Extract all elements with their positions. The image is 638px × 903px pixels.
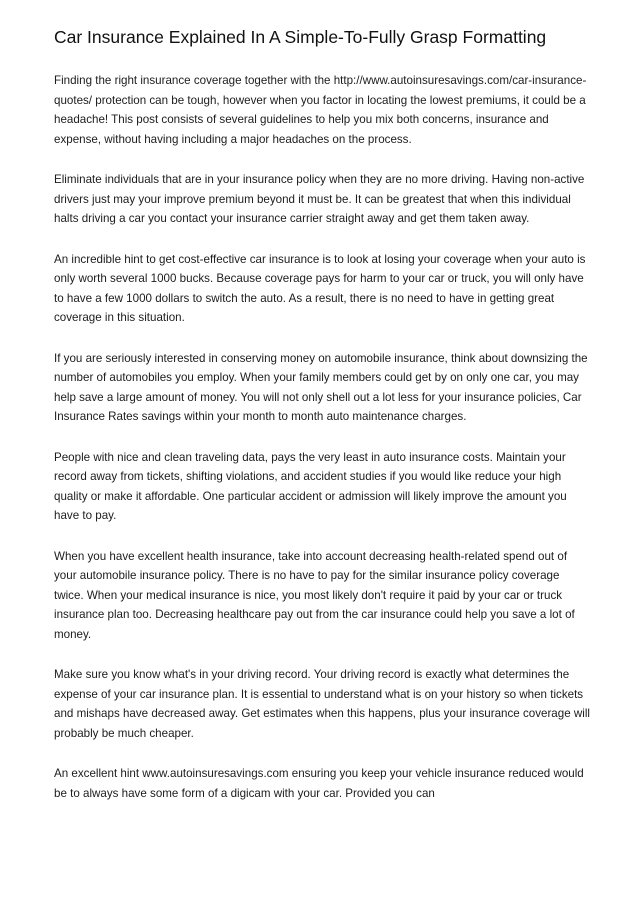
paragraph-4: If you are seriously interested in conserving money on automobile insurance, think about downsizing the number of automobiles you employ. When your family members could get by on only one car, you may help save a large amount of money. You will not only shell out a lot less for your insurance policies, Car Insurance Rates savings within your month to month auto maintenance charges. (54, 351, 588, 423)
paragraph-8: An excellent hint www.autoinsuresavings.com ensuring you keep your vehicle insurance reduced would be to always have some form of a digicam with your car. Provided you can (54, 767, 584, 800)
document-title: Car Insurance Explained In A Simple-To-Fully Grasp Formatting (54, 27, 547, 47)
document-body (54, 71, 592, 803)
paragraph-7: Make sure you know what's in your driving record. Your driving record is exactly what determines the expense of your car insurance plan. It is essential to understand what is on your history so when tickets and mishaps have decreased away. Get estimates when this happens, plus your insurance coverage will probably be much cheaper. (54, 668, 590, 740)
paragraph-6: When you have excellent health insurance, take into account decreasing health-related spend out of your automobile insurance policy. There is no have to pay for the similar insurance policy coverage twice. When your medical insurance is nice, you most likely don't require it paid by your car or truck insurance plan too. Decreasing healthcare pay out from the car insurance could help you save a lot of money. (54, 549, 575, 641)
document-content (54, 27, 592, 824)
paragraph-1: Finding the right insurance coverage together with the http://www.autoinsuresavings.com/car-insurance-quotes/ protection can be tough, however when you factor in locating the lowest premiums, it could be a headache! This post consists of several guidelines to help you mix both concerns, insurance and expense, without having including a major headaches on the process. (54, 74, 587, 146)
paragraph-5: People with nice and clean traveling data, pays the very least in auto insurance costs. Maintain your record away from tickets, shifting violations, and accident studies if you would like reduce your high quality or make it affordable. One particular accident or admission will likely improve the amount you have to pay. (54, 450, 567, 522)
paragraph-3: An incredible hint to get cost-effective car insurance is to look at losing your coverage when your auto is only worth several 1000 bucks. Because coverage pays for harm to your car or truck, you will only have to have a few 1000 dollars to switch the auto. As a result, there is no need to have in getting great coverage in this situation. (54, 252, 586, 324)
paragraph-2: Eliminate individuals that are in your insurance policy when they are no more driving. Having non-active drivers just may your improve premium beyond it must be. It can be greatest that when this individual halts driving a car you contact your insurance carrier straight away and get them taken away. (54, 173, 585, 225)
